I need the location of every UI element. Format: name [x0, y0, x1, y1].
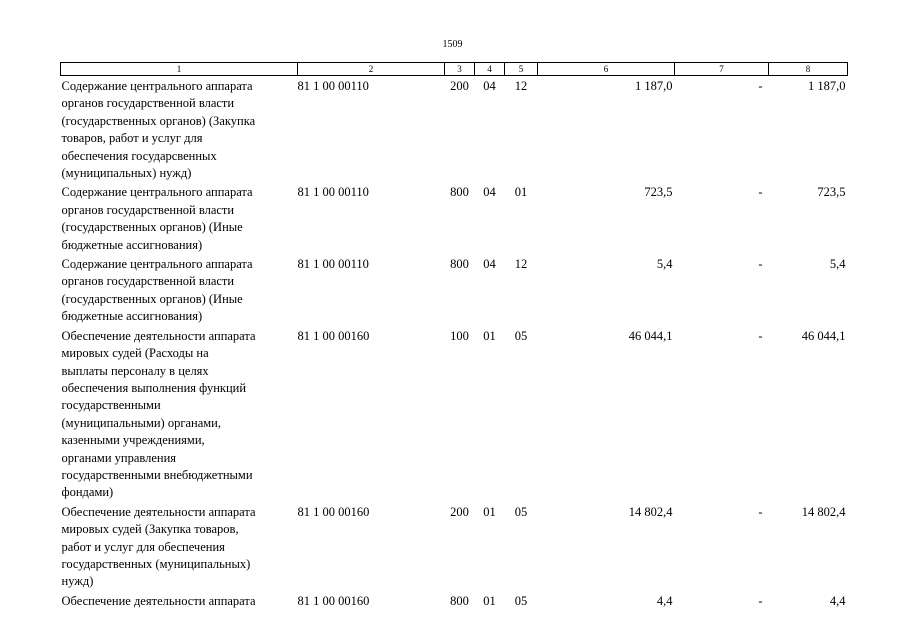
description-line: бюджетные ассигнования) [61, 237, 203, 252]
table-row [61, 182, 848, 254]
page-number: 1509 [442, 39, 463, 50]
description-line: органов государственной власти [61, 96, 235, 111]
description-line: органов государственной власти [61, 202, 235, 217]
budget-code: 81 1 00 00110 [297, 257, 369, 272]
description-line: мировых судей (Закупка товаров, [61, 522, 239, 537]
column-header: 6 [538, 63, 675, 76]
description-line: государственными внебюджетными [61, 467, 253, 482]
expense-type-code: 800 [450, 185, 469, 200]
description-line: (муниципальных) нужд) [61, 166, 192, 181]
description-line: Обеспечение деятельности аппарата [61, 504, 256, 519]
description-line: (государственных органов) (Иные [61, 291, 243, 306]
table-row [61, 591, 848, 610]
budget-code: 81 1 00 00110 [297, 185, 369, 200]
expense-type-code: 800 [450, 257, 469, 272]
column-header: 1 [61, 63, 298, 76]
section-code: 01 [483, 593, 496, 608]
amount-value: 4,4 [656, 593, 673, 608]
total-value: 723,5 [817, 185, 846, 200]
column-header: 4 [475, 63, 505, 76]
budget-code: 81 1 00 00110 [297, 79, 369, 93]
description-line: работ и услуг для обеспечения [61, 539, 225, 554]
amount-value: 5,4 [656, 257, 673, 272]
description-line: выплаты персоналу в целях [61, 363, 209, 378]
change-value: - [758, 79, 763, 93]
section-code: 01 [483, 328, 496, 343]
description-line: органов государственной власти [61, 274, 235, 289]
description-line: органами управления [61, 450, 177, 465]
expense-type-code: 200 [450, 79, 469, 93]
subsection-code: 01 [514, 185, 528, 200]
budget-code: 81 1 00 00160 [297, 504, 370, 519]
description-line: Содержание центрального аппарата [61, 185, 253, 200]
description-line: обеспечения выполнения функций [61, 380, 247, 395]
total-value: 46 044,1 [801, 328, 846, 343]
budget-code: 81 1 00 00160 [297, 328, 370, 343]
description-line: Содержание центрального аппарата [61, 257, 253, 272]
subsection-code: 05 [514, 504, 528, 519]
table-row [61, 76, 848, 183]
description-line: (государственных органов) (Закупка [61, 113, 256, 128]
column-header: 3 [445, 63, 475, 76]
table-body [61, 76, 848, 611]
section-code: 04 [483, 257, 496, 272]
amount-value: 1 187,0 [635, 79, 673, 93]
description-line: государственными [61, 398, 161, 413]
expense-type-code: 200 [450, 504, 469, 519]
table-row [61, 326, 848, 502]
subsection-code: 12 [514, 79, 528, 93]
description-line: бюджетные ассигнования) [61, 309, 203, 324]
description-line: Обеспечение деятельности аппарата [61, 593, 256, 608]
total-value: 4,4 [829, 593, 846, 608]
item-description [61, 591, 298, 610]
column-header: 7 [675, 63, 769, 76]
item-description [61, 254, 298, 326]
description-line: нужд) [61, 574, 94, 589]
description-line: (муниципальными) органами, [61, 415, 221, 430]
item-description [61, 502, 298, 591]
budget-code: 81 1 00 00160 [297, 593, 370, 608]
change-value: - [758, 593, 763, 608]
item-description [61, 326, 298, 502]
subsection-code: 05 [514, 328, 528, 343]
description-line: Обеспечение деятельности аппарата [61, 328, 256, 343]
description-line: обеспечения государсвенных [61, 148, 217, 163]
column-header: 2 [298, 63, 445, 76]
table-row [61, 502, 848, 591]
change-value: - [758, 504, 763, 519]
table-row [61, 254, 848, 326]
amount-value: 46 044,1 [628, 328, 673, 343]
description-line: товаров, работ и услуг для [61, 131, 203, 146]
description-line: фондами) [61, 485, 114, 500]
expense-type-code: 800 [450, 593, 469, 608]
total-value: 14 802,4 [801, 504, 846, 519]
expense-type-code: 100 [450, 328, 469, 343]
column-number-row [61, 63, 848, 76]
total-value: 5,4 [829, 257, 846, 272]
description-line: государственных (муниципальных) [61, 556, 251, 571]
item-description [61, 76, 298, 183]
description-line: мировых судей (Расходы на [61, 346, 209, 361]
description-line: (государственных органов) (Иные [61, 220, 243, 235]
section-code: 01 [483, 504, 496, 519]
subsection-code: 05 [514, 593, 528, 608]
section-code: 04 [483, 185, 496, 200]
budget-table [60, 62, 848, 610]
change-value: - [758, 328, 763, 343]
change-value: - [758, 185, 763, 200]
item-description [61, 182, 298, 254]
amount-value: 723,5 [644, 185, 673, 200]
amount-value: 14 802,4 [628, 504, 673, 519]
subsection-code: 12 [514, 257, 528, 272]
description-line: Содержание центрального аппарата [61, 79, 253, 93]
description-line: казенными учреждениями, [61, 433, 205, 448]
column-header: 8 [769, 63, 848, 76]
total-value: 1 187,0 [808, 79, 846, 93]
column-header: 5 [505, 63, 538, 76]
section-code: 04 [483, 79, 496, 93]
change-value: - [758, 257, 763, 272]
